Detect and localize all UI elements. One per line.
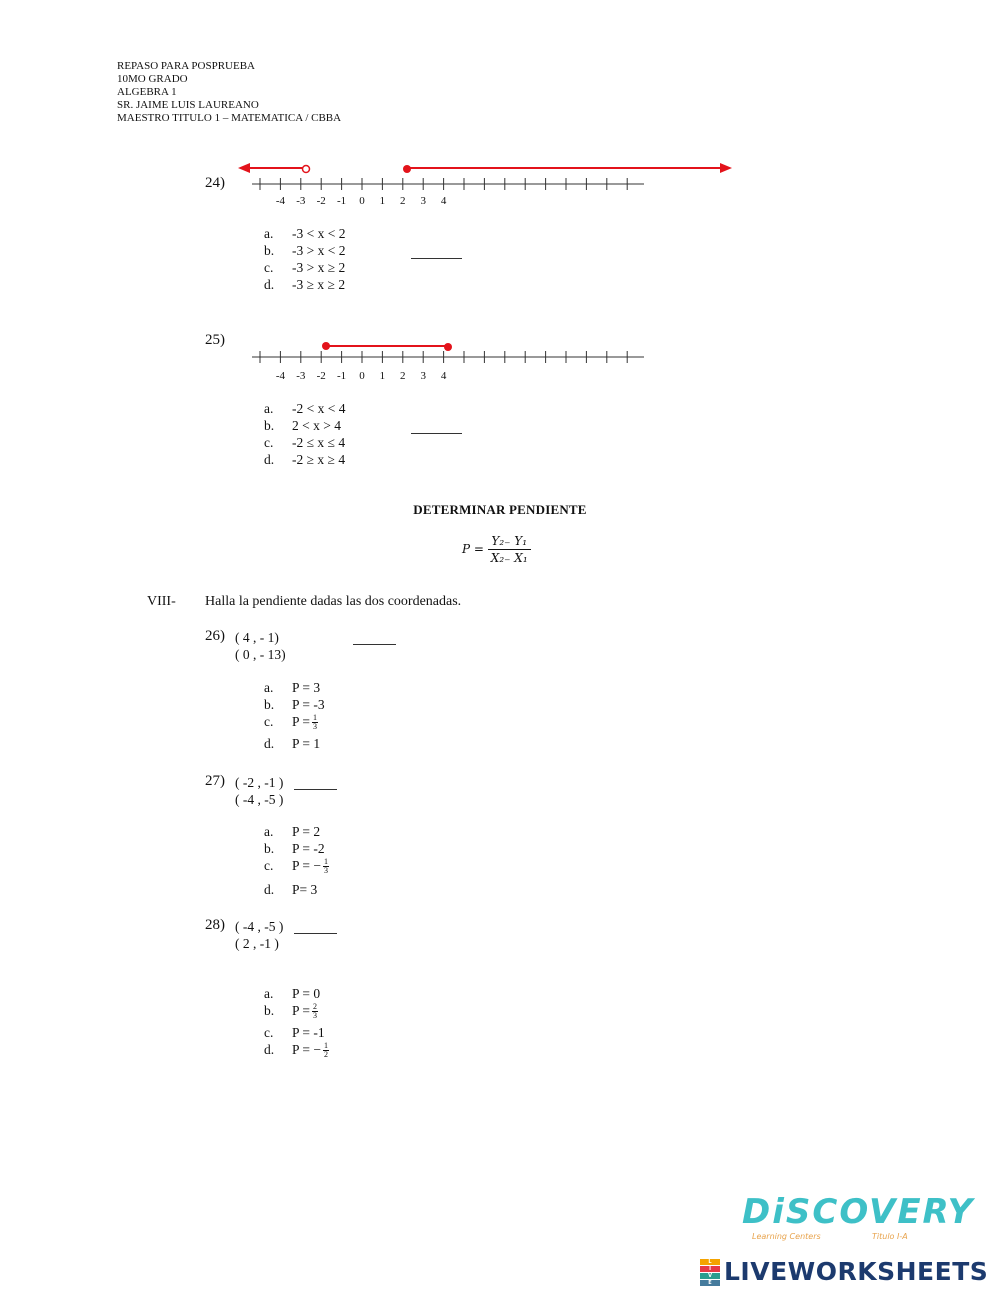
q26-options — [264, 679, 325, 752]
q25-options — [264, 400, 345, 468]
q25-option-b[interactable]: b. 2 < x > 4 — [264, 418, 341, 433]
formula-lhs: P = — [462, 542, 484, 556]
q27-option-b[interactable]: b. P = -2 — [264, 841, 325, 856]
q27-coord-1: ( -2 , -1 ) — [235, 775, 284, 790]
q26-number: 26) — [205, 628, 225, 644]
q28-option-b[interactable]: b. P = $\frac{2}{3}$ — [264, 1002, 317, 1021]
q27-number: 27) — [205, 773, 225, 789]
q25-option-d[interactable]: d. -2 ≥ x ≥ 4 — [264, 452, 346, 467]
q28-option-d[interactable]: d. P = − $\frac{1}{2}$ — [264, 1041, 328, 1060]
q25-tick-label: 2 — [400, 370, 406, 382]
q24-right-arrow — [720, 163, 732, 173]
q24-open-point — [303, 166, 310, 173]
q26-option-a[interactable]: a. P = 3 — [264, 680, 321, 695]
q26-coordinates — [235, 629, 286, 663]
discovery-tagline-left: Learning Centers — [752, 1232, 821, 1241]
q27-option-a[interactable]: a. P = 2 — [264, 824, 321, 839]
q26-c-fraction: $\frac{1}{3}$ — [313, 713, 317, 732]
header-line-1: REPASO PARA POSPRUEBA — [117, 60, 255, 72]
header-line-5: MAESTRO TITULO 1 – MATEMATICA / CBBA — [117, 112, 342, 124]
q27-answer-blank[interactable] — [294, 789, 337, 790]
q24-option-c[interactable]: c. -3 > x ≥ 2 — [264, 260, 346, 275]
q25-right-point — [444, 343, 452, 351]
q25-tick-label: 1 — [379, 370, 386, 382]
header-line-4: SR. JAIME LUIS LAUREANO — [117, 99, 259, 111]
q27-options — [264, 823, 329, 898]
section-title: DETERMINAR PENDIENTE — [413, 502, 587, 517]
q24-tick-labels — [276, 195, 447, 207]
formula-denominator: X₂₋ X₁ — [490, 551, 528, 565]
q25-option-c[interactable]: c. -2 ≤ x ≤ 4 — [264, 435, 346, 450]
q24-option-d[interactable]: d. -3 ≥ x ≥ 2 — [264, 277, 346, 292]
q25-tick-label: -3 — [296, 370, 306, 382]
q28-coord-1: ( -4 , -5 ) — [235, 919, 284, 934]
liveworksheets-logo: LIVEWORKSHEETS — [724, 1257, 989, 1286]
q24-number-line — [230, 155, 740, 215]
q27-option-c[interactable]: c. P = − $\frac{1}{3}$ — [264, 857, 328, 876]
formula-numerator: Y₂₋ Y₁ — [488, 533, 531, 550]
live-badge-icon: L I V E — [700, 1259, 720, 1285]
q25-answer-blank[interactable] — [411, 433, 462, 434]
q26-coord-2: ( 0 , - 13) — [235, 647, 286, 662]
q24-tick-label: 3 — [420, 195, 426, 207]
q24-tick-label: 4 — [440, 195, 447, 207]
q25-tick-label: -2 — [316, 370, 326, 382]
q28-d-fraction: $\frac{1}{2}$ — [323, 1041, 328, 1060]
q26-option-c[interactable]: c. P = $\frac{1}{3}$ — [264, 713, 317, 732]
q28-answer-blank[interactable] — [294, 933, 337, 934]
q26-option-b[interactable]: b. P = -3 — [264, 697, 325, 712]
q25-left-point — [322, 342, 330, 350]
header-line-3: ALGEBRA 1 — [117, 86, 177, 98]
formula-fraction — [488, 533, 531, 566]
discovery-tagline-right: Titulo I-A — [872, 1232, 908, 1241]
slope-formula — [462, 533, 531, 566]
q24-tick-label: 0 — [359, 195, 365, 207]
part-roman-numeral: VIII- — [147, 594, 176, 609]
q28-coord-2: ( 2 , -1 ) — [235, 936, 279, 951]
q24-options — [264, 225, 345, 293]
q27-c-fraction: $\frac{1}{3}$ — [323, 857, 328, 876]
q24-tick-label: -2 — [316, 195, 326, 207]
q24-tick-label: -1 — [337, 195, 347, 207]
q25-option-a[interactable]: a. -2 < x < 4 — [264, 401, 346, 416]
q25-tick-label: -4 — [275, 370, 285, 382]
q25-tick-label: 3 — [420, 370, 426, 382]
q24-option-b[interactable]: b. -3 > x < 2 — [264, 243, 346, 258]
q24-option-a[interactable]: a. -3 < x < 2 — [264, 226, 346, 241]
q26-answer-blank[interactable] — [353, 644, 396, 645]
q24-number: 24) — [205, 175, 225, 191]
q28-coordinates — [235, 918, 283, 952]
q25-number: 25) — [205, 332, 225, 348]
q27-coord-2: ( -4 , -5 ) — [235, 792, 284, 807]
discovery-logo: DiSCOVERY — [742, 1192, 975, 1232]
q24-tick-label: -3 — [296, 195, 306, 207]
q25-tick-labels — [276, 370, 447, 382]
header-line-2: 10MO GRADO — [117, 73, 188, 85]
q28-b-fraction: $\frac{2}{3}$ — [313, 1002, 317, 1021]
q27-option-d[interactable]: d. P= 3 — [264, 882, 318, 897]
q25-tick-label: 4 — [440, 370, 447, 382]
q28-option-c[interactable]: c. P = -1 — [264, 1025, 325, 1040]
q28-option-a[interactable]: a. P = 0 — [264, 986, 321, 1001]
q25-number-line — [230, 330, 660, 390]
q27-coordinates — [235, 774, 283, 808]
q25-tick-label: 0 — [359, 370, 365, 382]
q24-left-arrow — [238, 163, 250, 173]
q28-number: 28) — [205, 917, 225, 933]
q26-coord-1: ( 4 , - 1) — [235, 630, 279, 645]
q24-closed-point — [403, 165, 411, 173]
part-instruction: Halla la pendiente dadas las dos coordenadas. — [205, 594, 462, 609]
q26-option-d[interactable]: d. P = 1 — [264, 736, 321, 751]
q28-options — [264, 985, 329, 1063]
q24-tick-label: 1 — [379, 195, 386, 207]
q24-answer-blank[interactable] — [411, 258, 462, 259]
q24-tick-label: -4 — [275, 195, 285, 207]
q24-tick-label: 2 — [400, 195, 406, 207]
document-header — [117, 60, 341, 125]
q25-tick-label: -1 — [337, 370, 347, 382]
